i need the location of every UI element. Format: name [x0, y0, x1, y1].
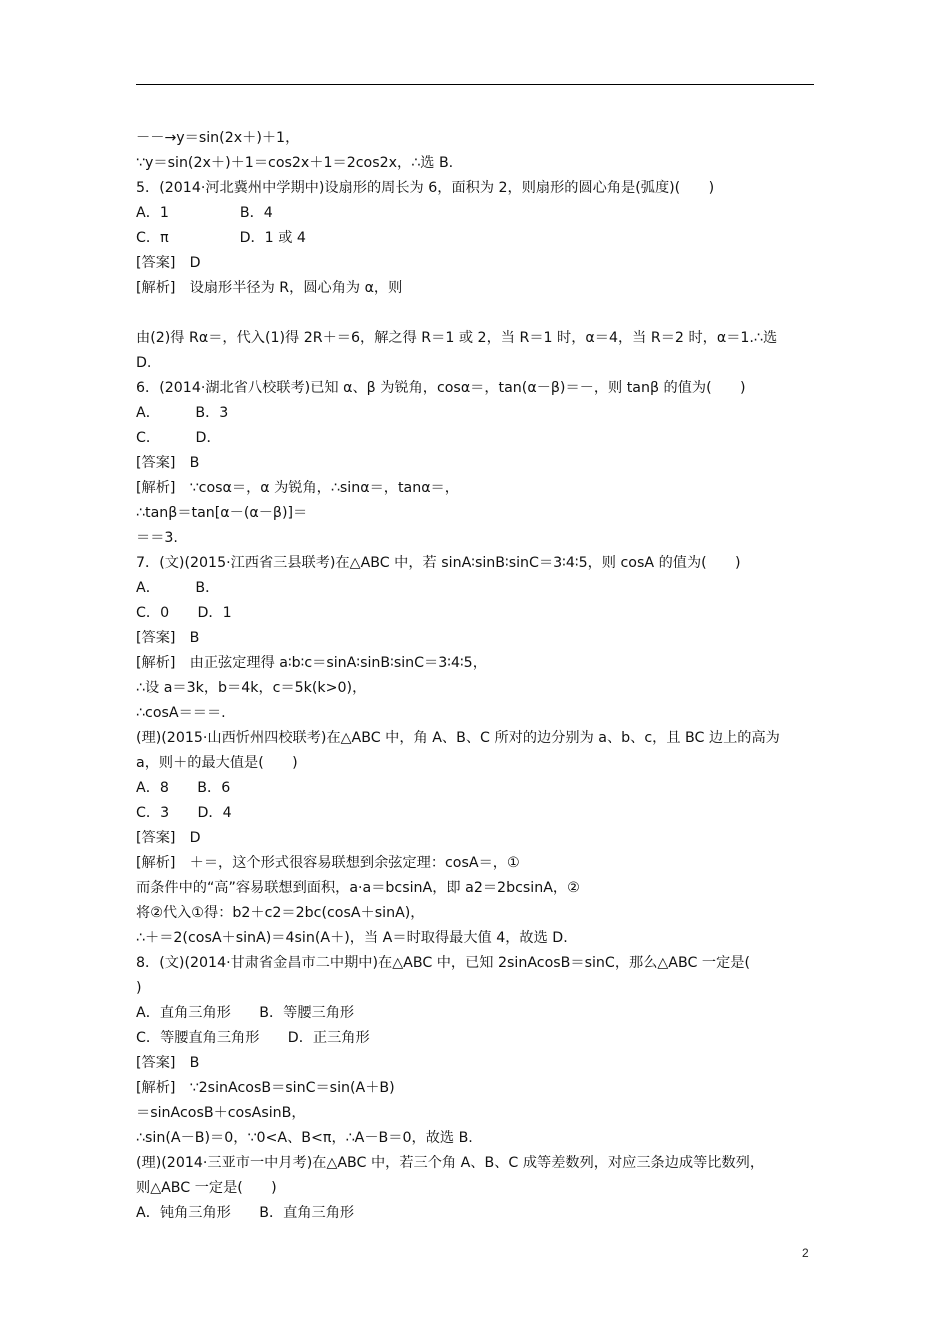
- text-line: －－→y＝sin(2x＋)＋1，: [136, 130, 300, 146]
- text-line: ＝sinAcosB＋cosAsinB，: [136, 1105, 306, 1121]
- text-line: [答案] B: [136, 1055, 200, 1071]
- header-rule: [136, 84, 814, 85]
- text-line: 则△ABC 一定是( ): [136, 1180, 277, 1196]
- text-line: 6．(2014·湖北省八校联考)已知 α、β 为锐角，cosα＝，tan(α－β)＝－，则 tanβ 的值为( ): [136, 380, 746, 396]
- text-line: [解析] ＋＝，这个形式很容易联想到余弦定理：cosA＝，①: [136, 855, 520, 871]
- text-line: [答案] D: [136, 255, 201, 271]
- text-line: D.: [136, 355, 152, 371]
- text-line: (理)(2015·山西忻州四校联考)在△ABC 中，角 A、B、C 所对的边分别为 a、b、c，且 BC 边上的高为: [136, 730, 780, 746]
- text-line: A．直角三角形 B．等腰三角形: [136, 1005, 355, 1021]
- page-number: 2: [802, 1246, 809, 1260]
- text-line: A．钝角三角形 B．直角三角形: [136, 1205, 355, 1221]
- text-line: A． B．3: [136, 405, 229, 421]
- text-line: a，则＋的最大值是( ): [136, 755, 298, 771]
- text-line: C．3 D．4: [136, 805, 232, 821]
- text-line: [答案] B: [136, 455, 200, 471]
- text-line: C．0 D．1: [136, 605, 232, 621]
- text-line: ＝＝3.: [136, 530, 178, 546]
- text-line: ∴sin(A－B)＝0，∵0<A、B<π，∴A－B＝0，故选 B.: [136, 1130, 473, 1146]
- text-line: ): [136, 980, 142, 996]
- text-line: 由(2)得 Rα＝，代入(1)得 2R＋＝6，解之得 R＝1 或 2，当 R＝1 时，α＝4，当 R＝2 时，α＝1.∴选: [136, 330, 778, 346]
- text-line: C． D．: [136, 430, 221, 446]
- text-line: A．8 B．6: [136, 780, 231, 796]
- page-content: [136, 126, 816, 1226]
- text-line: [解析] ∵cosα＝，α 为锐角，∴sinα＝，tanα＝，: [136, 480, 459, 496]
- text-line: 而条件中的“高”容易联想到面积，a·a＝bcsinA，即 a2＝2bcsinA，②: [136, 880, 580, 896]
- text-line: (理)(2014·三亚市一中月考)在△ABC 中，若三个角 A、B、C 成等差数列，对应三条边成等比数列，: [136, 1155, 765, 1171]
- text-line: ∴cosA＝＝＝.: [136, 705, 226, 721]
- text-line: [解析] 由正弦定理得 a∶b∶c＝sinA∶sinB∶sinC＝3∶4∶5，: [136, 655, 487, 671]
- text-line: [答案] D: [136, 830, 201, 846]
- text-line: A．1 B．4: [136, 205, 273, 221]
- text-line: [136, 301, 816, 326]
- text-line: 7．(文)(2015·江西省三县联考)在△ABC 中，若 sinA∶sinB∶sinC＝3∶4∶5，则 cosA 的值为( ): [136, 555, 741, 571]
- text-line: A． B．: [136, 580, 220, 596]
- text-line: ∴tanβ＝tan[α－(α－β)]＝: [136, 505, 308, 521]
- text-line: 5．(2014·河北冀州中学期中)设扇形的周长为 6，面积为 2，则扇形的圆心角是(弧度)( ): [136, 180, 715, 196]
- text-line: ∴设 a＝3k，b＝4k，c＝5k(k>0)，: [136, 680, 367, 696]
- text-line: [答案] B: [136, 630, 200, 646]
- text-line: C．等腰直角三角形 D．正三角形: [136, 1030, 370, 1046]
- text-line: C．π D．1 或 4: [136, 230, 306, 246]
- text-line: 8．(文)(2014·甘肃省金昌市二中期中)在△ABC 中，已知 2sinAcosB＝sinC，那么△ABC 一定是(: [136, 955, 751, 971]
- text-line: ∵y＝sin(2x＋)＋1＝cos2x＋1＝2cos2x，∴选 B.: [136, 155, 454, 171]
- text-line: ∴＋＝2(cosA＋sinA)＝4sin(A＋)，当 A＝时取得最大值 4，故选 D.: [136, 930, 568, 946]
- text-line: 将②代入①得：b2＋c2＝2bc(cosA＋sinA)，: [136, 905, 425, 921]
- text-line: [解析] ∵2sinAcosB＝sinC＝sin(A＋B): [136, 1080, 395, 1096]
- text-line: [解析] 设扇形半径为 R，圆心角为 α，则: [136, 280, 403, 296]
